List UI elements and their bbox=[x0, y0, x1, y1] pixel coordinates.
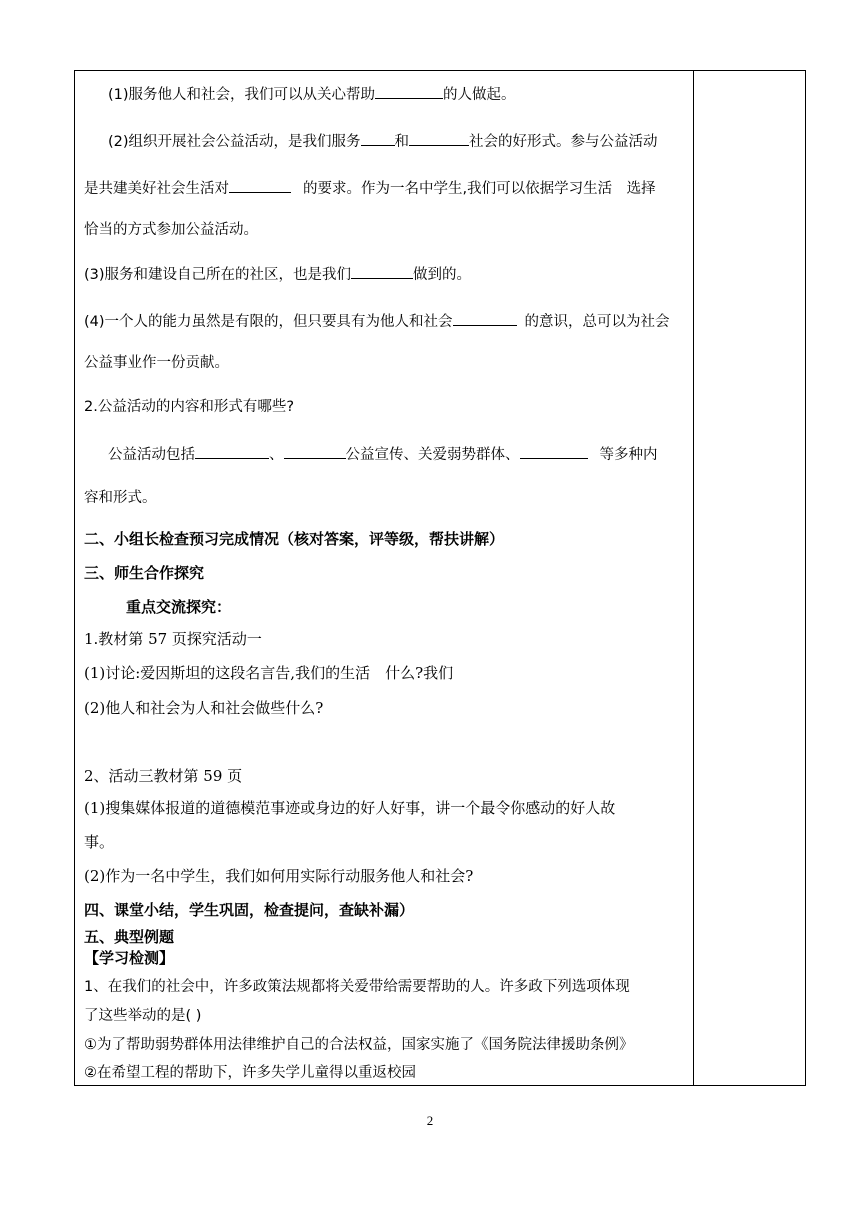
activity-title: 1.教材第 57 页探究活动一 bbox=[84, 630, 262, 648]
answer-option: ②在希望工程的帮助下，许多失学儿童得以重返校园 bbox=[84, 1065, 416, 1081]
question-text: 的要求。作为一名中学生,我们可以依据学习生活 选择 bbox=[303, 181, 656, 197]
table-column-divider bbox=[693, 71, 694, 1085]
answer-blank bbox=[453, 311, 517, 326]
fill-in-question bbox=[108, 444, 658, 465]
activity-question: (1)讨论:爱因斯坦的这段名言告,我们的生活 什么?我们 bbox=[84, 664, 454, 682]
answer-blank bbox=[351, 264, 413, 279]
activity-question: (1)搜集媒体报道的道德模范事迹或身边的好人好事，讲一个最令你感动的好人故 bbox=[84, 799, 616, 817]
section-heading: 五、典型例题 bbox=[84, 928, 175, 946]
question-text: (2)组织开展社会公益活动，是我们服务 bbox=[108, 134, 361, 150]
fill-in-question bbox=[84, 311, 670, 332]
answer-blank bbox=[229, 178, 291, 193]
answer-blank bbox=[375, 84, 443, 99]
question-text: 做到的。 bbox=[413, 267, 472, 283]
paragraph-line: 恰当的方式参加公益活动。 bbox=[84, 222, 258, 238]
question-title: 2.公益活动的内容和形式有哪些? bbox=[84, 399, 295, 415]
fill-in-question bbox=[108, 84, 516, 105]
answer-blank bbox=[361, 131, 395, 146]
answer-blank bbox=[195, 444, 269, 459]
fill-in-question bbox=[84, 178, 656, 199]
question-text: 是共建美好社会生活对 bbox=[84, 181, 229, 197]
activity-question: (2)他人和社会为人和社会做些什么? bbox=[84, 699, 324, 717]
fill-in-question bbox=[108, 131, 658, 152]
activity-question: 事。 bbox=[84, 833, 115, 851]
section-heading: 【学习检测】 bbox=[84, 949, 175, 967]
answer-blank bbox=[284, 444, 346, 459]
section-heading: 四、课堂小结，学生巩固，检查提问，查缺补漏） bbox=[84, 901, 415, 919]
answer-option: ①为了帮助弱势群体用法律维护自己的合法权益，国家实施了《国务院法律援助条例》 bbox=[84, 1037, 634, 1053]
test-question: 了这些举动的是( ) bbox=[84, 1008, 202, 1024]
answer-blank bbox=[409, 131, 469, 146]
question-text: (3)服务和建设自己所在的社区，也是我们 bbox=[84, 267, 352, 283]
subsection-heading: 重点交流探究： bbox=[126, 598, 232, 616]
paragraph-line: 公益事业作一份贡献。 bbox=[84, 355, 229, 371]
activity-title: 2、活动三教材第 59 页 bbox=[84, 767, 243, 785]
question-text: (4)一个人的能力虽然是有限的，但只要具有为他人和社会 bbox=[84, 314, 453, 330]
section-heading: 三、师生合作探究 bbox=[84, 564, 205, 582]
question-text: 的意识，总可以为社会 bbox=[524, 314, 670, 330]
answer-blank bbox=[520, 444, 588, 459]
question-text: 公益活动包括 bbox=[108, 447, 195, 463]
fill-in-question bbox=[84, 264, 471, 285]
activity-question: (2)作为一名中学生，我们如何用实际行动服务他人和社会? bbox=[84, 867, 474, 885]
question-text: 和 bbox=[394, 134, 410, 150]
page-number: 2 bbox=[426, 1113, 434, 1128]
question-text: 的人做起。 bbox=[443, 87, 516, 103]
paragraph-line: 容和形式。 bbox=[84, 490, 157, 506]
question-text: 、 bbox=[269, 447, 284, 463]
question-text: (1)服务他人和社会，我们可以从关心帮助 bbox=[108, 87, 376, 103]
test-question: 1、在我们的社会中，许多政策法规都将关爱带给需要帮助的人。许多政下列选项体现 bbox=[84, 979, 630, 995]
question-text: 社会的好形式。参与公益活动 bbox=[469, 134, 658, 150]
question-text: 公益宣传、关爱弱势群体、 bbox=[345, 447, 520, 463]
question-text: 等多种内 bbox=[599, 447, 658, 463]
section-heading: 二、小组长检查预习完成情况（核对答案，评等级，帮扶讲解） bbox=[84, 530, 505, 548]
